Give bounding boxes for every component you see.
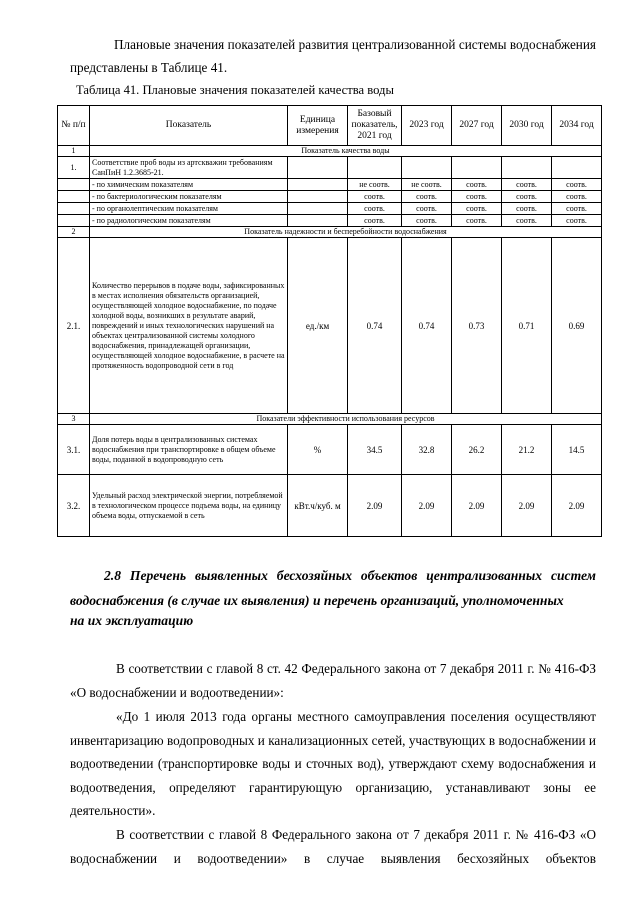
cell-2027: соотв. bbox=[452, 191, 502, 203]
cell-2023: соотв. bbox=[402, 215, 452, 227]
cell-2034: соотв. bbox=[552, 203, 602, 215]
table-row bbox=[58, 215, 602, 227]
cell-base: 34.5 bbox=[348, 425, 402, 475]
table-row bbox=[58, 425, 602, 475]
table-row bbox=[58, 191, 602, 203]
table-row bbox=[58, 157, 602, 179]
table-row bbox=[58, 179, 602, 191]
header-unit: Единица измерения bbox=[288, 106, 348, 146]
cell-2023: 32.8 bbox=[402, 425, 452, 475]
section-row-2 bbox=[58, 227, 602, 238]
paragraph-ownerless-objects: В соответствии с главой 8 Федерального закона от 7 декабря 2011 г. № 416-ФЗ «О водоснабжении и водоотведении» в случае выявления бесхозяйных объектов bbox=[70, 827, 596, 866]
section-num: 1 bbox=[58, 146, 90, 157]
cell-unit: кВт.ч/куб. м bbox=[288, 475, 348, 537]
intro-paragraph: Плановые значения показателей развития централизованной системы водоснабжения представлены в Таблице 41. bbox=[70, 37, 596, 75]
cell-2030: 2.09 bbox=[502, 475, 552, 537]
cell-2030: соотв. bbox=[502, 179, 552, 191]
row-num: 3.2. bbox=[58, 475, 90, 537]
row-indicator: - по бактериологическим показателям bbox=[90, 191, 288, 203]
cell-2027: соотв. bbox=[452, 203, 502, 215]
cell-2034: 0.69 bbox=[552, 238, 602, 414]
section-num: 3 bbox=[58, 414, 90, 425]
cell-2034: 2.09 bbox=[552, 475, 602, 537]
section-heading: 2.8 Перечень выявленных бесхозяйных объектов централизованных систем водоснабжения (в случае их выявления) и перечень организаций, уполномоченных bbox=[70, 568, 596, 608]
cell-base: 0.74 bbox=[348, 238, 402, 414]
cell-2034: соотв. bbox=[552, 179, 602, 191]
cell-2030: 0.71 bbox=[502, 238, 552, 414]
header-2023: 2023 год bbox=[402, 106, 452, 146]
cell-unit: ед./км bbox=[288, 238, 348, 414]
paragraph-law-reference: В соответствии с главой 8 ст. 42 Федерального закона от 7 декабря 2011 г. № 416-ФЗ «О водоснабжении и водоотведении»: bbox=[70, 661, 596, 700]
paragraph-law-quote: «До 1 июля 2013 года органы местного самоуправления поселения осуществляют инвентаризацию водопроводных и канализационных сетей, участвующих в водоснабжении и водоотведении (транспортировке воды и сточных вод), утверждают схему водоснабжения и водоотведения, определяют гарантирующую организацию, устанавливают зоны ее деятельности». bbox=[70, 709, 596, 818]
cell-base: 2.09 bbox=[348, 475, 402, 537]
cell-2027: соотв. bbox=[452, 215, 502, 227]
cell-base: соотв. bbox=[348, 203, 402, 215]
cell-2034: соотв. bbox=[552, 215, 602, 227]
header-num: № п/п bbox=[58, 106, 90, 146]
table-row bbox=[58, 475, 602, 537]
row-indicator: Соответствие проб воды из артскважин требованиям СанПиН 1.2.3685-21. bbox=[90, 157, 288, 179]
cell-2030: 21.2 bbox=[502, 425, 552, 475]
row-indicator: Доля потерь воды в централизованных системах водоснабжения при транспортировке в общем объеме воды, поданной в водопроводную сеть bbox=[90, 425, 288, 475]
cell-2023: соотв. bbox=[402, 191, 452, 203]
section-title: Показатель качества воды bbox=[90, 146, 602, 157]
cell-2023: 0.74 bbox=[402, 238, 452, 414]
cell-2023: соотв. bbox=[402, 203, 452, 215]
row-num: 1. bbox=[58, 157, 90, 179]
row-indicator: Удельный расход электрической энергии, потребляемой в технологическом процессе подъема воды, на единицу объема воды, отпускаемой в сеть bbox=[90, 475, 288, 537]
row-indicator: - по органолептическим показателям bbox=[90, 203, 288, 215]
cell-2027: 0.73 bbox=[452, 238, 502, 414]
cell-2030: соотв. bbox=[502, 191, 552, 203]
cell-2023: не соотв. bbox=[402, 179, 452, 191]
row-num: 2.1. bbox=[58, 238, 90, 414]
cell-base: соотв. bbox=[348, 191, 402, 203]
cell-2027: 26.2 bbox=[452, 425, 502, 475]
table-caption: Таблица 41. Плановые значения показателей качества воды bbox=[76, 83, 394, 97]
section-row-3 bbox=[58, 414, 602, 425]
row-num: 3.1. bbox=[58, 425, 90, 475]
cell-2030: соотв. bbox=[502, 203, 552, 215]
header-base: Базовый показатель, 2021 год bbox=[348, 106, 402, 146]
indicators-table bbox=[57, 105, 602, 537]
cell-2027: 2.09 bbox=[452, 475, 502, 537]
cell-2023: 2.09 bbox=[402, 475, 452, 537]
table-header-row bbox=[58, 106, 602, 146]
section-title: Показатель надежности и бесперебойности водоснабжения bbox=[90, 227, 602, 238]
cell-base: не соотв. bbox=[348, 179, 402, 191]
header-2030: 2030 год bbox=[502, 106, 552, 146]
header-2034: 2034 год bbox=[552, 106, 602, 146]
row-indicator: - по радиологическим показателям bbox=[90, 215, 288, 227]
header-2027: 2027 год bbox=[452, 106, 502, 146]
section-title: Показатели эффективности использования ресурсов bbox=[90, 414, 602, 425]
cell-2027: соотв. bbox=[452, 179, 502, 191]
section-heading-continuation: на их эксплуатацию bbox=[70, 613, 194, 628]
table-row bbox=[58, 238, 602, 414]
table-row bbox=[58, 203, 602, 215]
cell-base: соотв. bbox=[348, 215, 402, 227]
row-indicator: - по химическим показателям bbox=[90, 179, 288, 191]
row-indicator: Количество перерывов в подаче воды, зафиксированных в местах исполнения обязательств организацией, осуществляющей холодное водоснабжение, по подаче холодной воды, возникших в результате аварий, повреждений и иных технологических нарушений на объектах централизованной системы холодного водоснабжения, принадлежащей организации, осуществляющей холодное водоснабжение, в расчете на протяженность водопроводной сети в год bbox=[90, 238, 288, 414]
cell-2034: 14.5 bbox=[552, 425, 602, 475]
cell-2034: соотв. bbox=[552, 191, 602, 203]
header-indicator: Показатель bbox=[90, 106, 288, 146]
cell-unit: % bbox=[288, 425, 348, 475]
section-num: 2 bbox=[58, 227, 90, 238]
section-row-1 bbox=[58, 146, 602, 157]
cell-2030: соотв. bbox=[502, 215, 552, 227]
